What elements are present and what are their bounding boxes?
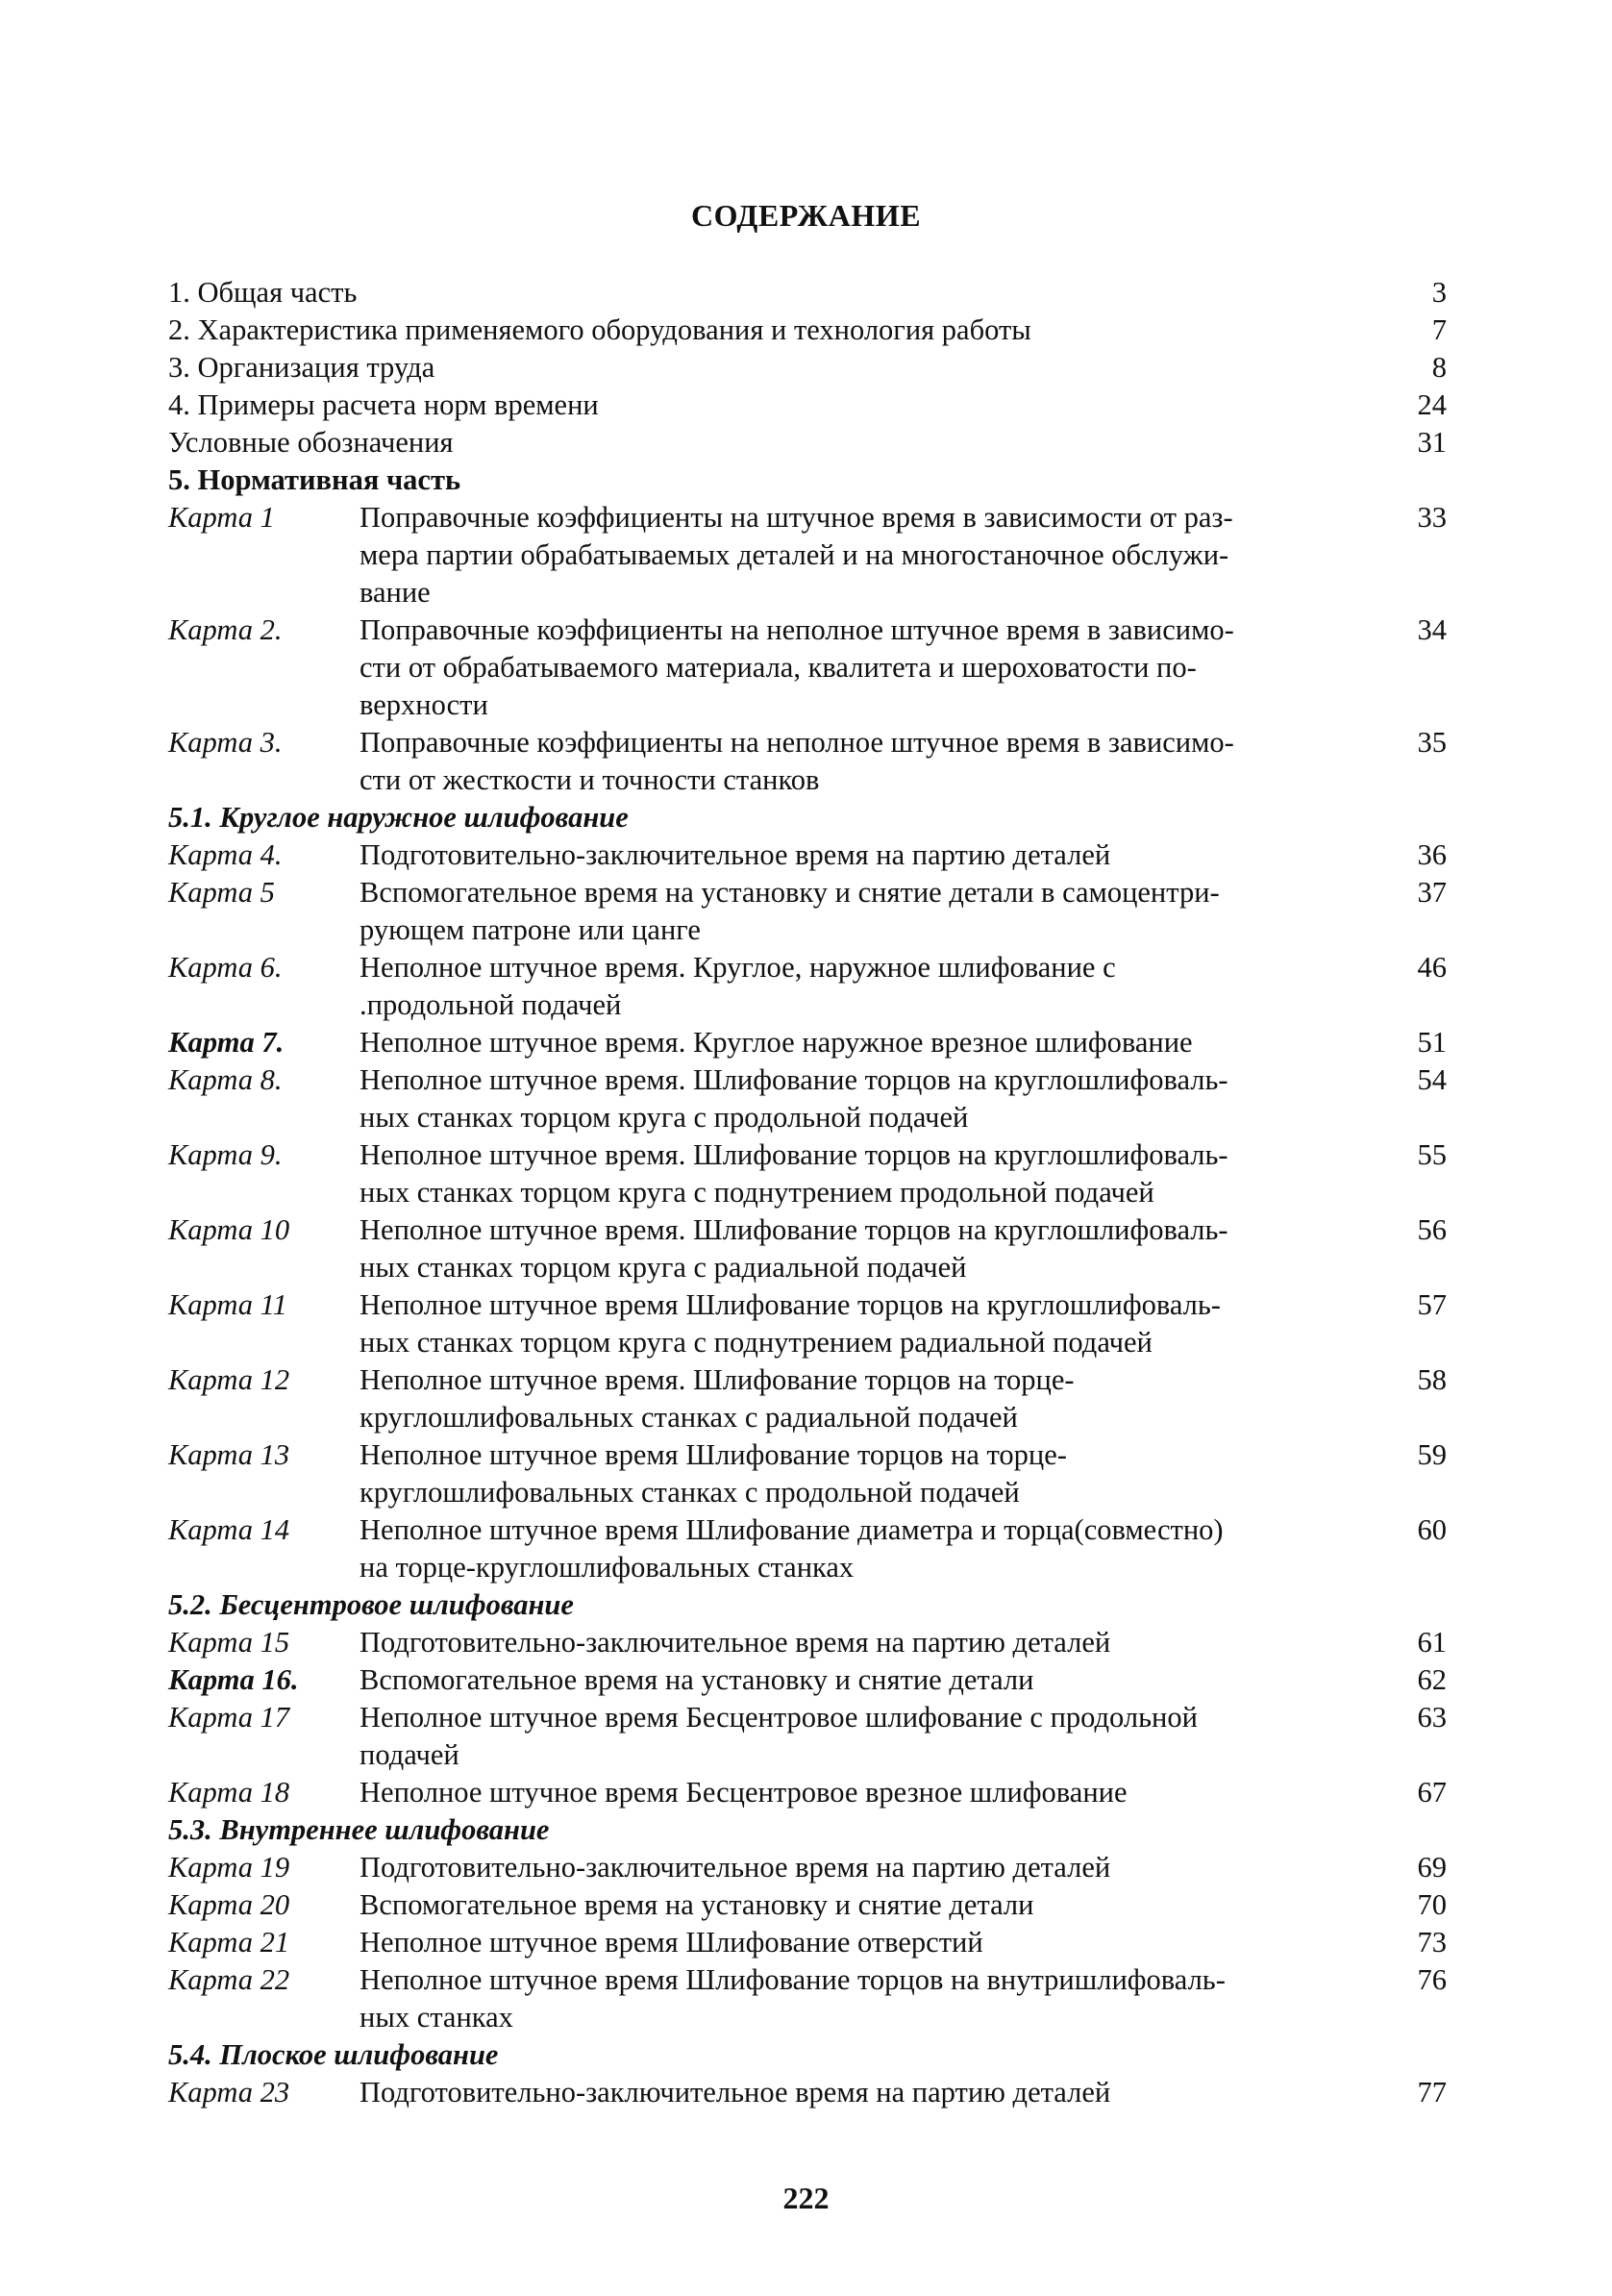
toc-entry	[168, 949, 1447, 1024]
toc-entry	[168, 874, 1447, 949]
entry-title-line: мера партии обрабатываемых деталей и на многостаночное обслужи-	[360, 538, 1229, 571]
entry-title-line: Поправочные коэффициенты на неполное штучное время в зависимо-	[360, 726, 1234, 759]
entry-page-number: 62	[1417, 1663, 1447, 1696]
toc-entry	[168, 1136, 1447, 1211]
entry-title-line: Подготовительно-заключительное время на партию деталей	[360, 1851, 1111, 1884]
entry-title-line: подачей	[360, 1738, 459, 1771]
entry-title-line: сти от обрабатываемого материала, квалитета и шероховатости по-	[360, 651, 1197, 684]
entry-title-line: рующем патроне или цанге	[360, 913, 701, 946]
entry-page-number: 8	[1431, 351, 1447, 384]
toc-entry	[168, 1661, 1447, 1699]
entry-title-line: на торце-круглошлифовальных станках	[360, 1551, 855, 1584]
entry-page-number: 31	[1417, 426, 1447, 459]
entry-page-number: 56	[1417, 1213, 1447, 1246]
entry-title-line: Поправочные коэффициенты на неполное штучное время в зависимо-	[360, 613, 1234, 646]
card-label: Карта 12	[168, 1363, 290, 1396]
entry-title	[360, 1924, 1389, 1961]
entry-title-line: Неполное штучное время Шлифование отверстий	[360, 1926, 983, 1959]
entry-title-line: Поправочные коэффициенты на штучное время в зависимости от раз-	[360, 501, 1233, 534]
entry-title	[360, 611, 1389, 724]
entry-title-line: Неполное штучное время. Шлифование торцов на круглошлифоваль-	[360, 1213, 1228, 1246]
toc-entry	[168, 2074, 1447, 2111]
card-label: Карта 4.	[168, 838, 283, 871]
entry-page-number: 54	[1417, 1063, 1447, 1096]
toc-entry	[168, 312, 1447, 349]
entry-title-line: Неполное штучное время Бесцентровое шлифование с продольной	[360, 1701, 1198, 1734]
entry-page-number: 36	[1417, 838, 1447, 871]
entry-title	[360, 1774, 1389, 1811]
toc-entry	[168, 1774, 1447, 1811]
entry-title-line: круглошлифовальных станках с радиальной подачей	[360, 1401, 1018, 1434]
section-heading: 5.3. Внутреннее шлифование	[168, 1813, 550, 1846]
card-label: Карта 17	[168, 1701, 290, 1734]
toc-entry	[168, 499, 1447, 611]
entry-title-line: Неполное штучное время Шлифование торцов на круглошлифоваль-	[360, 1288, 1221, 1321]
entry-title-line: ных станках торцом круга с поднутрением продольной подачей	[360, 1176, 1154, 1209]
toc-entry	[168, 724, 1447, 799]
toc-entry	[168, 1511, 1447, 1586]
entry-title	[360, 1661, 1389, 1699]
entry-title	[360, 1361, 1389, 1436]
toc-entry	[168, 387, 1447, 424]
toc-entry	[168, 1024, 1447, 1061]
section-heading: 5. Нормативная часть	[168, 463, 461, 496]
entry-title	[360, 1286, 1389, 1361]
toc-entry	[168, 611, 1447, 724]
entry-page-number: 76	[1417, 1963, 1447, 1996]
card-label: Карта 19	[168, 1851, 290, 1884]
section-heading: 5.2. Бесцентровое шлифование	[168, 1588, 574, 1621]
toc-entry	[168, 1849, 1447, 1886]
toc-entry	[168, 1436, 1447, 1511]
entry-page-number: 70	[1417, 1888, 1447, 1921]
toc-entry	[168, 1286, 1447, 1361]
page-number: 222	[782, 2181, 830, 2215]
entry-title-line: Подготовительно-заключительное время на партию деталей	[360, 2076, 1111, 2109]
toc-entry	[168, 1924, 1447, 1961]
entry-title-line: вание	[360, 576, 431, 609]
toc-entry	[168, 424, 1447, 462]
toc-entry	[168, 836, 1447, 874]
entry-page-number: 35	[1417, 726, 1447, 759]
card-label: Карта 13	[168, 1438, 290, 1471]
entry-title-line: Неполное штучное время Шлифование торцов на внутришлифоваль-	[360, 1963, 1226, 1996]
entry-title	[360, 874, 1389, 949]
entry-title	[360, 836, 1389, 874]
entry-page-number: 77	[1417, 2076, 1447, 2109]
entry-title-line: ных станках торцом круга с поднутрением радиальной подачей	[360, 1326, 1153, 1359]
toc-entry	[168, 1361, 1447, 1436]
entry-page-number: 69	[1417, 1851, 1447, 1884]
entry-title	[360, 1849, 1389, 1886]
entry-title-line: Неполное штучное время Шлифование торцов на торце-	[360, 1438, 1067, 1471]
card-label: Карта 11	[168, 1288, 287, 1321]
card-label: Карта 16.	[168, 1663, 299, 1696]
entry-page-number: 34	[1417, 613, 1447, 646]
entry-title-line: Неполное штучное время. Шлифование торцов на круглошлифоваль-	[360, 1138, 1228, 1171]
entry-title: Условные обозначения	[168, 426, 454, 459]
card-label: Карта 6.	[168, 951, 283, 984]
entry-title	[360, 499, 1389, 611]
entry-title-line: Неполное штучное время. Круглое наружное врезное шлифование	[360, 1026, 1193, 1059]
toc-entry	[168, 274, 1447, 312]
entry-page-number: 67	[1417, 1776, 1447, 1809]
toc-entry	[168, 1961, 1447, 2036]
entry-title: 2. Характеристика применяемого оборудования и технология работы	[168, 313, 1031, 346]
entry-title-line: Неполное штучное время. Круглое, наружное шлифование с	[360, 951, 1116, 984]
entry-page-number: 60	[1417, 1513, 1447, 1546]
entry-title-line: круглошлифовальных станках с продольной подачей	[360, 1476, 1020, 1509]
card-label: Карта 23	[168, 2076, 290, 2109]
entry-title: 3. Организация труда	[168, 351, 435, 384]
card-label: Карта 1	[168, 501, 275, 534]
toc-entry	[168, 1211, 1447, 1286]
entry-page-number: 73	[1417, 1926, 1447, 1959]
card-label: Карта 18	[168, 1776, 290, 1809]
entry-title-line: Вспомогательное время на установку и снятие детали	[360, 1888, 1034, 1921]
entry-title: 4. Примеры расчета норм времени	[168, 388, 599, 421]
entry-title-line: Подготовительно-заключительное время на партию деталей	[360, 1626, 1111, 1659]
entry-title	[360, 1024, 1389, 1061]
entry-title	[360, 1436, 1389, 1511]
entry-title-line: Вспомогательное время на установку и снятие детали	[360, 1663, 1034, 1696]
card-label: Карта 2.	[168, 613, 283, 646]
entry-title-line: Вспомогательное время на установку и снятие детали в самоцентри-	[360, 876, 1220, 909]
entry-page-number: 37	[1417, 876, 1447, 909]
entry-page-number: 59	[1417, 1438, 1447, 1471]
entry-title-line: Неполное штучное время. Шлифование торцов на торце-	[360, 1363, 1075, 1396]
toc-entry	[168, 349, 1447, 387]
entry-title	[360, 1511, 1389, 1586]
entry-title-line: ных станках торцом круга с продольной подачей	[360, 1101, 969, 1134]
toc-entry	[168, 1624, 1447, 1661]
entry-page-number: 51	[1417, 1026, 1447, 1059]
section-heading: 5.4. Плоское шлифование	[168, 2038, 499, 2071]
toc-entry	[168, 1061, 1447, 1136]
entry-page-number: 24	[1417, 388, 1447, 421]
entry-title	[360, 1211, 1389, 1286]
card-label: Карта 21	[168, 1926, 290, 1959]
entry-page-number: 46	[1417, 951, 1447, 984]
entry-title	[360, 1699, 1389, 1774]
toc-entry	[168, 1699, 1447, 1774]
entry-page-number: 3	[1431, 276, 1447, 309]
card-label: Карта 3.	[168, 726, 283, 759]
card-label: Карта 10	[168, 1213, 290, 1246]
entry-title	[360, 724, 1389, 799]
card-label: Карта 15	[168, 1626, 290, 1659]
page-title: СОДЕРЖАНИЕ	[690, 198, 922, 233]
entry-title	[360, 1624, 1389, 1661]
entry-title-line: .продольной подачей	[360, 988, 622, 1021]
card-label: Карта 9.	[168, 1138, 283, 1171]
entry-title-line: ных станках	[360, 2001, 513, 2034]
entry-title-line: сти от жесткости и точности станков	[360, 763, 820, 796]
entry-page-number: 61	[1417, 1626, 1447, 1659]
card-label: Карта 14	[168, 1513, 290, 1546]
entry-title-line: Неполное штучное время Бесцентровое врезное шлифование	[360, 1776, 1128, 1809]
entry-title	[360, 2074, 1389, 2111]
card-label: Карта 8.	[168, 1063, 283, 1096]
entry-title	[360, 949, 1389, 1024]
entry-title-line: Подготовительно-заключительное время на партию деталей	[360, 838, 1111, 871]
entry-title: 1. Общая часть	[168, 276, 358, 309]
table-of-contents	[168, 274, 1447, 2111]
section-heading: 5.1. Круглое наружное шлифование	[168, 801, 629, 834]
entry-page-number: 63	[1417, 1701, 1447, 1734]
entry-title	[360, 1061, 1389, 1136]
entry-title-line: Неполное штучное время. Шлифование торцов на круглошлифоваль-	[360, 1063, 1228, 1096]
entry-title	[360, 1136, 1389, 1211]
card-label: Карта 20	[168, 1888, 290, 1921]
card-label: Карта 7.	[168, 1026, 285, 1059]
card-label: Карта 5	[168, 876, 275, 909]
entry-title	[360, 1886, 1389, 1924]
entry-page-number: 33	[1417, 501, 1447, 534]
card-label: Карта 22	[168, 1963, 290, 1996]
entry-title	[360, 1961, 1389, 2036]
entry-page-number: 57	[1417, 1288, 1447, 1321]
toc-entry	[168, 1886, 1447, 1924]
entry-page-number: 58	[1417, 1363, 1447, 1396]
entry-page-number: 55	[1417, 1138, 1447, 1171]
entry-title-line: Неполное штучное время Шлифование диаметра и торца(совместно)	[360, 1513, 1224, 1546]
entry-page-number: 7	[1431, 313, 1447, 346]
entry-title-line: верхности	[360, 688, 488, 721]
entry-title-line: ных станках торцом круга с радиальной подачей	[360, 1251, 967, 1284]
